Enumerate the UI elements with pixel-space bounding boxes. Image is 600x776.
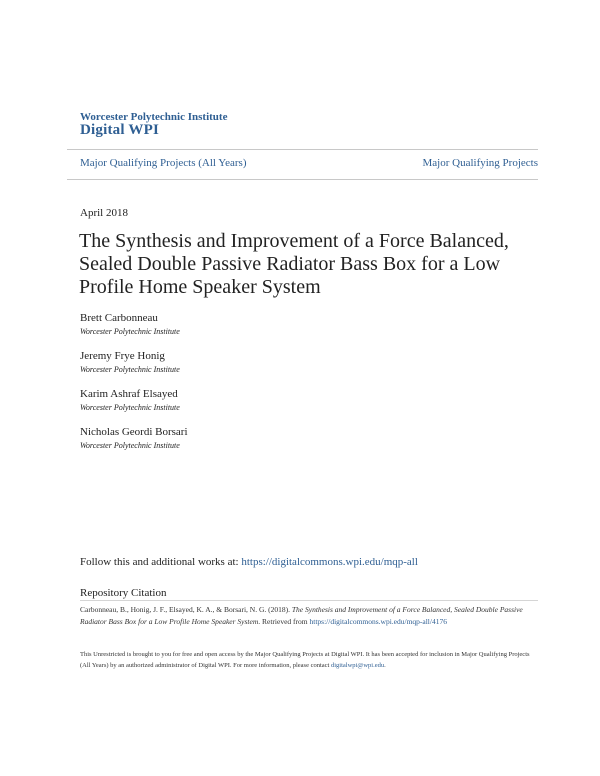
follow-link[interactable]: https://digitalcommons.wpi.edu/mqp-all: [241, 556, 418, 568]
citation-link[interactable]: https://digitalcommons.wpi.edu/mqp-all/4176: [309, 617, 447, 626]
notice-end: .: [384, 662, 386, 669]
author-affiliation: Worcester Polytechnic Institute: [80, 327, 180, 336]
access-notice: [80, 649, 530, 671]
follow-line: [80, 556, 418, 568]
author-name: Brett Carbonneau: [80, 312, 158, 324]
author-name: Karim Ashraf Elsayed: [80, 388, 178, 400]
repository-name[interactable]: Digital WPI: [80, 122, 160, 138]
paper-title: The Synthesis and Improvement of a Force Balanced, Sealed Double Passive Radiator Bass Box for a Low Profile Home Speaker System: [79, 230, 509, 298]
nav-link-mqp[interactable]: Major Qualifying Projects: [422, 157, 538, 169]
citation-text: [80, 604, 530, 628]
author-name: Jeremy Frye Honig: [80, 350, 165, 362]
divider-top: [67, 149, 538, 150]
citation-title: The Synthesis and Improvement of a Force Balanced, Sealed Double Passive Radiator Bass Box for a Low Profile Home Speaker System: [80, 605, 523, 626]
divider-citation: [80, 600, 538, 601]
citation-authors: Carbonneau, B., Honig, J. F., Elsayed, K. A., & Borsari, N. G. (2018).: [80, 605, 292, 614]
follow-text: Follow this and additional works at:: [80, 556, 242, 568]
notice-text: This Unrestricted is brought to you for free and open access by the Major Qualifying Projects at Digital WPI. It has been accepted for inclusion in Major Qualifying Projects (All Years) by an authorized administrator of Digital WPI. For more information, please contact: [80, 651, 530, 669]
nav-link-all-years[interactable]: Major Qualifying Projects (All Years): [80, 157, 247, 169]
author-affiliation: Worcester Polytechnic Institute: [80, 403, 180, 412]
author-name: Nicholas Geordi Borsari: [80, 426, 188, 438]
citation-retrieved: . Retrieved from: [258, 617, 310, 626]
author-affiliation: Worcester Polytechnic Institute: [80, 365, 180, 374]
publication-date: April 2018: [80, 207, 128, 219]
citation-heading: Repository Citation: [80, 587, 167, 599]
institution-name: Worcester Polytechnic Institute: [80, 111, 228, 123]
author-affiliation: Worcester Polytechnic Institute: [80, 441, 180, 450]
contact-email-link[interactable]: digitalwpi@wpi.edu: [330, 662, 385, 669]
divider-nav-bottom: [67, 179, 538, 180]
